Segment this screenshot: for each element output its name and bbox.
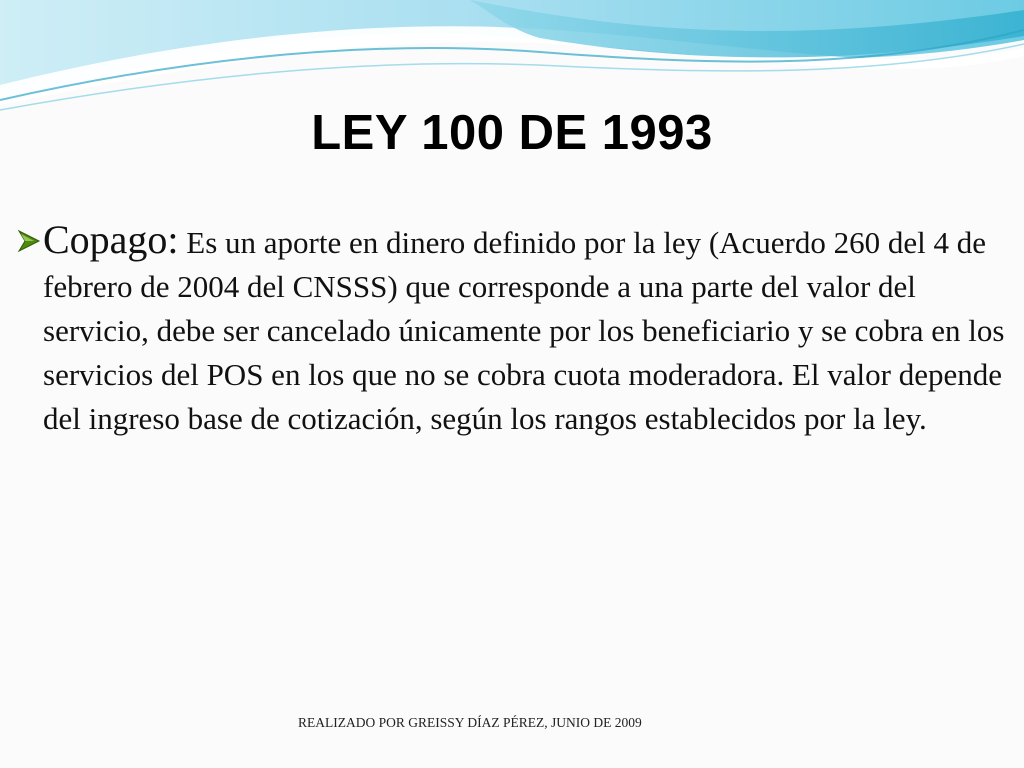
arrow-bullet-icon bbox=[16, 229, 42, 253]
bullet-text: Es un aporte en dinero definido por la ley (Acuerdo 260 del 4 de febrero de 2004 del CNSSS) que corresponde a una parte del valor del servicio, debe ser cancelado únicamente por los beneficiario y se cobra en los servicios del POS en los que no se cobra cuota moderadora. El valor depende del ingreso base de cotización, según los rangos establecidos por la ley. bbox=[43, 225, 1005, 436]
slide-footer: REALIZADO POR GREISSY DÍAZ PÉREZ, JUNIO DE 2009 bbox=[298, 715, 642, 730]
header-wave-decoration bbox=[0, 0, 1024, 120]
slide-title: LEY 100 DE 1993 bbox=[311, 106, 713, 160]
bullet-paragraph bbox=[16, 218, 1006, 441]
bullet-term: Copago: bbox=[43, 217, 179, 262]
slide-body bbox=[16, 218, 1006, 441]
